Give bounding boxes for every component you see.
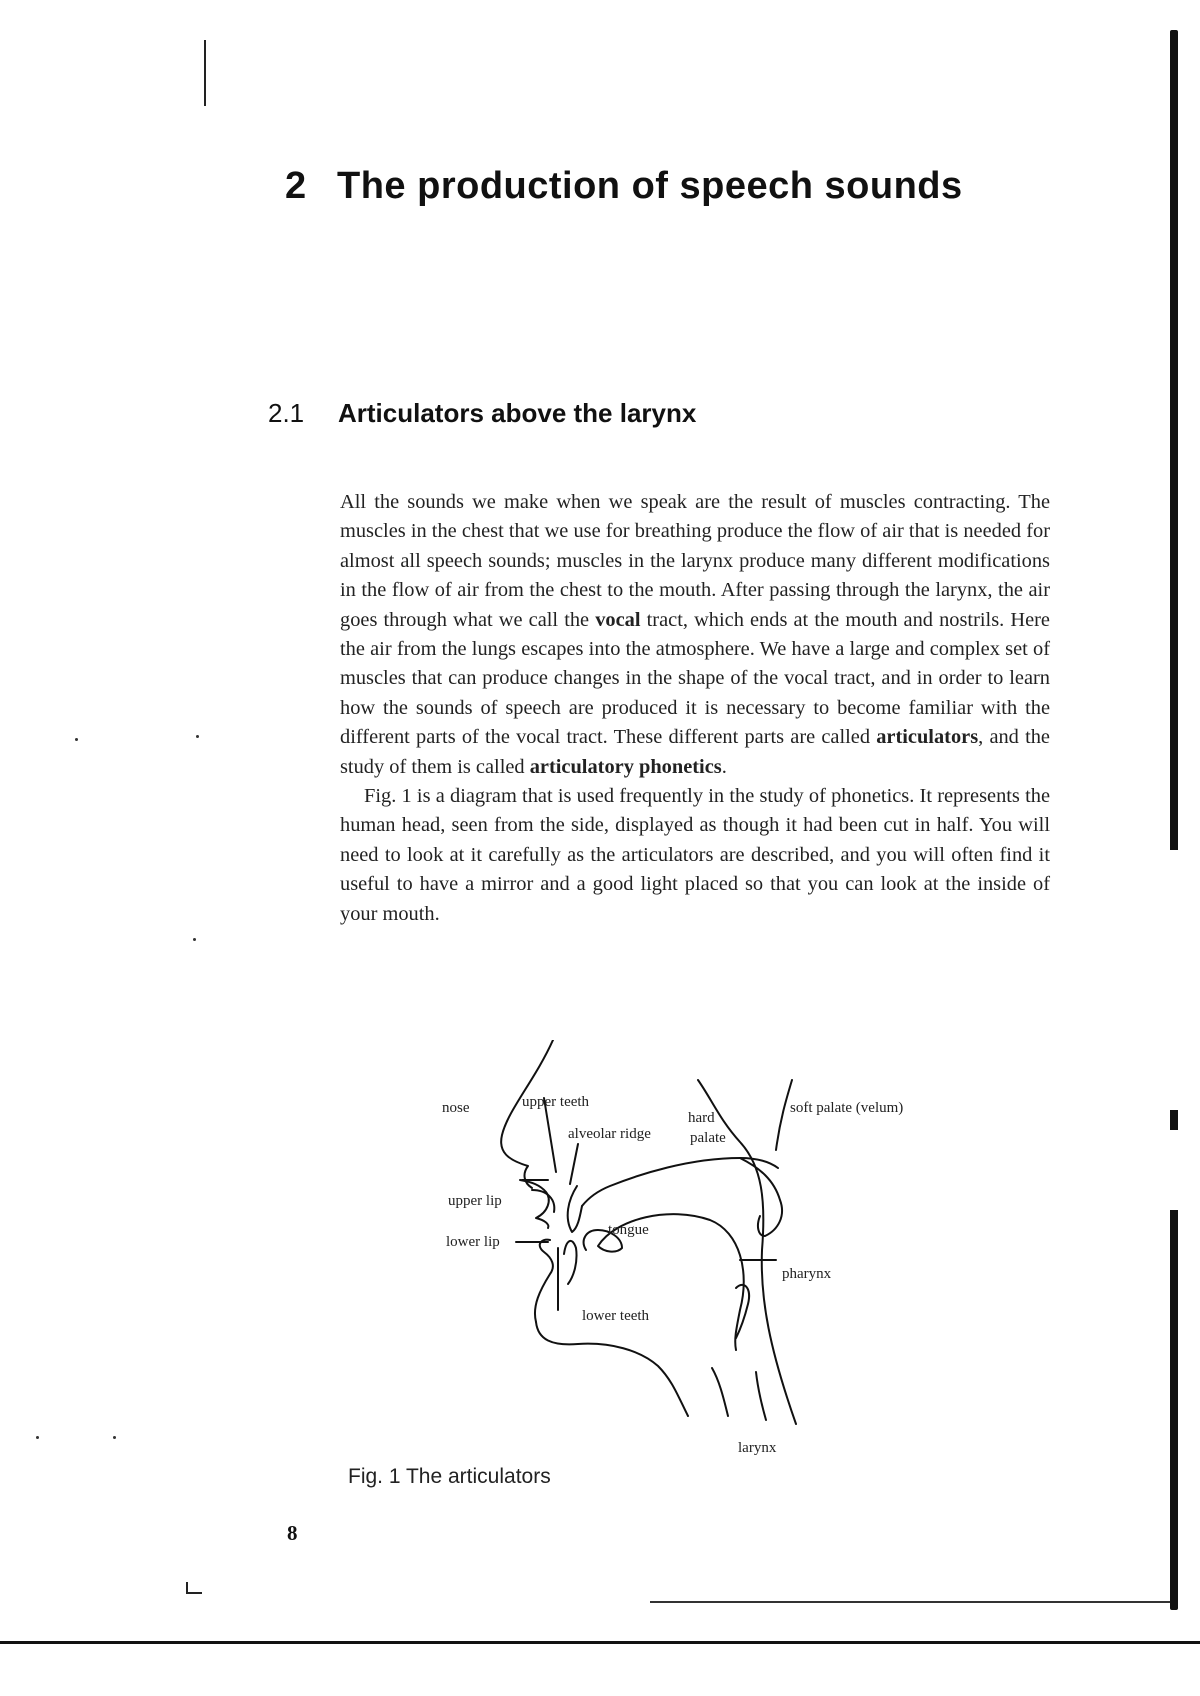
lower-lip-outline (535, 1240, 553, 1322)
paragraph-text: , and the study of them is called (340, 726, 1050, 778)
label-upper-teeth: upper teeth (522, 1094, 590, 1110)
larynx-line-right (756, 1372, 766, 1420)
figure-caption: Fig. 1 The articulators (348, 1465, 551, 1488)
label-pharynx: pharynx (782, 1266, 832, 1282)
label-nose: nose (442, 1100, 470, 1116)
chapter-number: 2 (285, 165, 307, 207)
label-alveolar-ridge: alveolar ridge (568, 1126, 651, 1142)
term-articulators: articulators (876, 726, 979, 749)
scan-edge-shadow (1170, 30, 1178, 1610)
jaw-outline (536, 1322, 688, 1416)
scan-mark (204, 40, 206, 106)
scan-speck (113, 1436, 116, 1439)
scan-speck (193, 938, 196, 941)
paragraph-text: . (721, 755, 727, 778)
label-lower-lip: lower lip (446, 1234, 500, 1250)
label-lower-teeth: lower teeth (582, 1308, 650, 1324)
chapter-title (285, 165, 1145, 208)
palate-line (582, 1158, 778, 1206)
paragraph-1 (340, 488, 1050, 782)
section-heading (268, 398, 1128, 429)
articulators-diagram (440, 1040, 960, 1460)
scan-speck (196, 735, 199, 738)
label-upper-lip: upper lip (448, 1193, 502, 1209)
term-vocal: vocal (595, 608, 641, 631)
term-articulatory-phonetics: articulatory phonetics (529, 755, 722, 778)
scan-edge-line (650, 1601, 1170, 1603)
body-text (340, 488, 1050, 929)
head-section-drawing (440, 1040, 960, 1460)
label-larynx: larynx (738, 1440, 777, 1456)
chapter-title-text: The production of speech sounds (337, 165, 963, 207)
crop-mark (186, 1582, 202, 1594)
scan-speck (36, 1436, 39, 1439)
upper-teeth-shape (568, 1186, 582, 1232)
label-palate: palate (690, 1130, 726, 1146)
label-tongue: tongue (608, 1222, 649, 1238)
upper-lip-outline (520, 1180, 549, 1228)
scan-edge-bottom (0, 1641, 1200, 1644)
alveolar-leader (570, 1144, 578, 1184)
soft-palate-shape (740, 1158, 782, 1236)
lower-teeth-shape (564, 1241, 577, 1284)
face-profile (501, 1040, 553, 1188)
upper-lip-inner (532, 1190, 554, 1212)
paragraph-text: tract, which ends at the mouth and nostrils. Here the air from the lungs escapes into the atmosphere. We have a large and complex set of muscles that can produce changes in the shape of the vocal tract, and in order to learn how the sounds of speech are produced it is necessary to become familiar with the different parts of the vocal tract. These different parts are called (340, 608, 1050, 749)
section-title: Articulators above the larynx (338, 398, 697, 428)
page-number: 8 (287, 1521, 298, 1545)
larynx-line-left (712, 1368, 728, 1416)
label-soft-palate: soft palate (velum) (790, 1100, 904, 1116)
scan-speck (75, 738, 78, 741)
paragraph-text: All the sounds we make when we speak are the result of muscles contracting. The muscles in the chest that we use for breathing produce the flow of air that is needed for almost all speech sounds; muscles in the larynx produce many different modifications in the flow of air from the chest to the mouth. After passing through the larynx, the air goes through what we call the (340, 491, 1050, 631)
paragraph-2: Fig. 1 is a diagram that is used frequently in the study of phonetics. It represents the human head, seen from the side, displayed as though it had been cut in half. You will need to look at it carefully as the articulators are described, and you will often find it useful to have a mirror and a good light placed so that you can look at the inside of your mouth. (340, 785, 1050, 925)
section-number: 2.1 (268, 398, 305, 428)
label-hard: hard (688, 1110, 715, 1126)
